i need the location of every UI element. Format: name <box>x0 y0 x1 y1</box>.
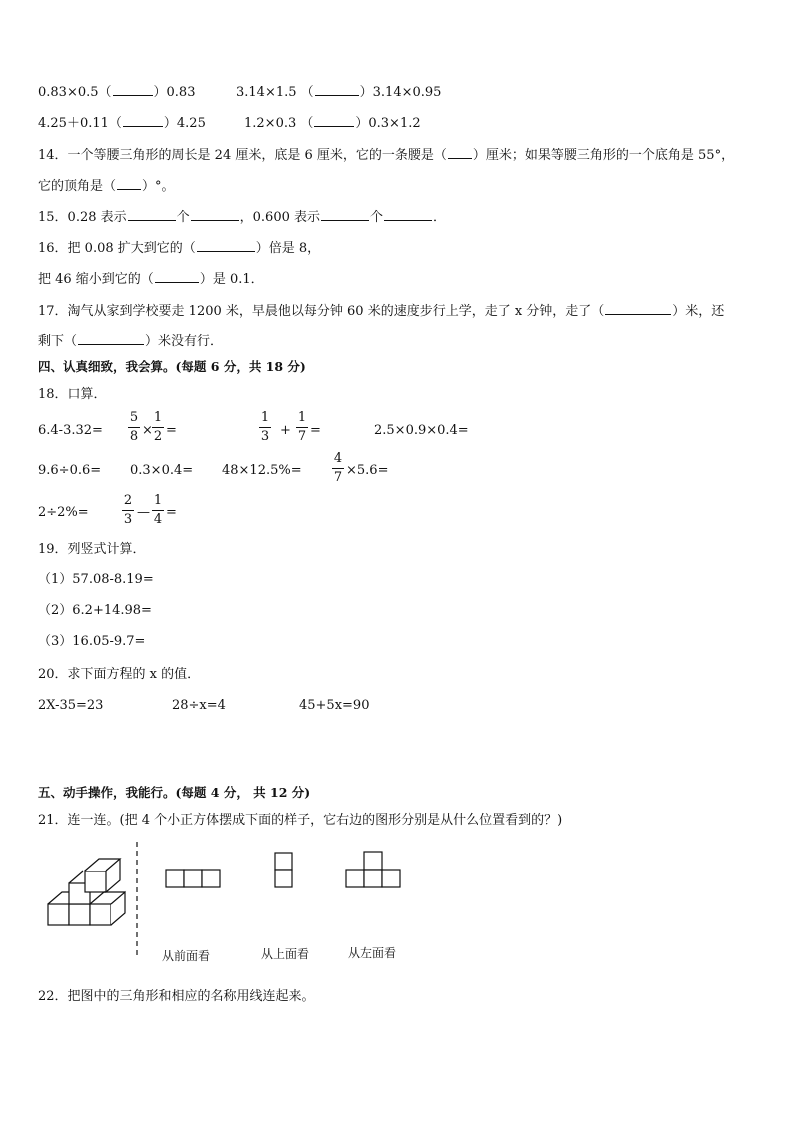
calc-item: 2.5×0.9×0.4= <box>374 423 469 438</box>
cube-face <box>85 871 106 892</box>
question-18-title: 18．口算． <box>38 387 107 402</box>
compare-row-2b: 1.2×0.3 （ ）0.3×1.2 <box>244 116 421 131</box>
calc-item: 6.4-3.32= <box>38 423 103 438</box>
label-front-view[interactable]: 从前面看 <box>162 949 211 963</box>
top-view-shape <box>275 853 292 887</box>
question-14-line-2: 它的顶角是（ ）°。 <box>38 179 175 194</box>
answer-blank[interactable] <box>321 208 369 221</box>
question-16-line-2: 把 46 缩小到它的（ ）是 0.1． <box>38 272 264 287</box>
answer-blank[interactable] <box>197 239 255 252</box>
calc-item: 9.6÷0.6= <box>38 463 102 478</box>
fraction: 4 7 <box>333 451 343 485</box>
answer-blank[interactable] <box>128 208 176 221</box>
operator: × <box>142 423 153 438</box>
equation: 28÷x=4 <box>172 698 226 713</box>
operator: — <box>137 505 150 520</box>
fraction: 1 3 <box>260 410 270 444</box>
question-14-line-1: 14．一个等腰三角形的周长是 24 厘米，底是 6 厘米，它的一条腰是（ ）厘米；如果等腰三角形的一个底角是 55°， <box>38 148 735 163</box>
compare-row-1b: 3.14×1.5 （ ）3.14×0.95 <box>236 85 442 100</box>
operator: = <box>166 423 177 438</box>
calc-item: 0.3×0.4= <box>130 463 194 478</box>
compare-row-1a: 0.83×0.5（ ）0.83 <box>38 85 196 100</box>
answer-blank[interactable] <box>314 114 354 127</box>
answer-blank[interactable] <box>315 83 359 96</box>
question-21-title: 21．连一连。(把 4 个小正方体摆成下面的样子，它右边的图形分别是从什么位置看到的？) <box>38 813 563 828</box>
calc-item-tail: ×5.6= <box>346 463 389 478</box>
calc-item: 2÷2%= <box>38 505 89 520</box>
answer-blank[interactable] <box>117 177 141 190</box>
answer-blank[interactable] <box>191 208 239 221</box>
answer-blank[interactable] <box>78 332 144 345</box>
left-view-shape <box>346 852 400 887</box>
fraction: 2 3 <box>123 493 133 527</box>
answer-blank[interactable] <box>384 208 432 221</box>
cube-face <box>69 904 90 925</box>
section-5-heading: 五、动手操作，我能行。(每题 4 分， 共 12 分) <box>38 785 311 800</box>
fraction: 1 2 <box>153 410 163 444</box>
operator: = <box>310 423 321 438</box>
operator: = <box>166 505 177 520</box>
answer-blank[interactable] <box>113 83 153 96</box>
question-19-title: 19．列竖式计算． <box>38 542 146 557</box>
answer-blank[interactable] <box>123 114 163 127</box>
cube-side <box>111 892 125 925</box>
fraction: 5 8 <box>129 410 139 444</box>
cube-stack-drawing <box>48 859 125 925</box>
question-22-title: 22．把图中的三角形和相应的名称用线连起来。 <box>38 989 315 1004</box>
label-left-view[interactable]: 从左面看 <box>348 946 397 960</box>
answer-blank[interactable] <box>448 146 472 159</box>
front-view-shape <box>166 870 220 887</box>
answer-blank[interactable] <box>605 302 671 315</box>
answer-blank[interactable] <box>155 270 199 283</box>
compare-row-2a: 4.25＋0.11（ ）4.25 <box>38 116 206 131</box>
question-15: 15．0.28 表示 个 ，0.600 表示 个 ． <box>38 210 447 225</box>
cube-face <box>48 904 69 925</box>
fraction: 1 4 <box>153 493 163 527</box>
section-4-heading: 四、认真细致，我会算。(每题 6 分，共 18 分) <box>38 359 306 374</box>
cube-top <box>85 859 120 871</box>
equation: 2X-35=23 <box>38 698 104 713</box>
calc-item: 48×12.5%= <box>222 463 302 478</box>
vertical-calc-item: （3）16.05-9.7= <box>38 634 146 649</box>
vertical-calc-item: （2）6.2+14.98= <box>38 603 152 618</box>
question-17-line-2: 剩下（ ）米没有行． <box>38 334 224 349</box>
fraction: 1 7 <box>297 410 307 444</box>
operator: + <box>280 423 291 438</box>
question-16-line-1: 16．把 0.08 扩大到它的（ ）倍是 8， <box>38 241 321 256</box>
label-top-view[interactable]: 从上面看 <box>261 947 310 961</box>
cube-face <box>90 904 111 925</box>
vertical-calc-item: （1）57.08-8.19= <box>38 572 154 587</box>
equation: 45+5x=90 <box>299 698 370 713</box>
question-20-title: 20．求下面方程的 x 的值． <box>38 667 201 682</box>
question-17-line-1: 17．淘气从家到学校要走 1200 米，早晨他以每分钟 60 米的速度步行上学，走了 x 分钟，走了（ ）米，还 <box>38 304 725 319</box>
